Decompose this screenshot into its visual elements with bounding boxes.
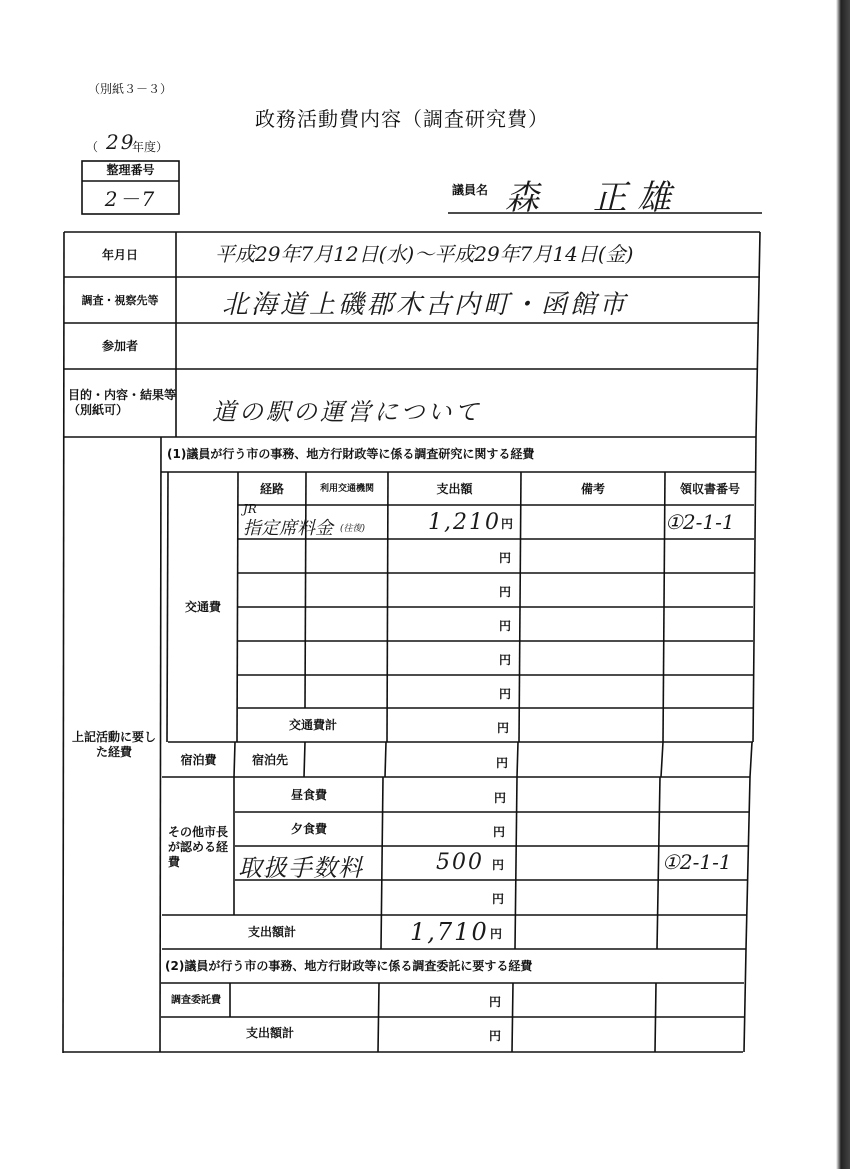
section2-title: (2)議員が行う市の事務、地方行財政等に係る調査委託に要する経費 xyxy=(165,959,533,973)
other-expenses-label: その他市長が認める経費 xyxy=(168,824,229,869)
fiscal-year-prefix: （ xyxy=(86,140,99,154)
date-value: 平成29年7月12日(水)～平成29年7月14日(金) xyxy=(215,242,634,266)
attachment-number: （別紙３－３） xyxy=(88,82,173,96)
yen-unit: 円 xyxy=(499,687,512,701)
document-title: 政務活動費内容（調査研究費） xyxy=(255,107,549,131)
col-amount: 支出額 xyxy=(436,481,473,496)
amount-value: 1,210 xyxy=(428,510,501,535)
col-transport: 利用交通機関 xyxy=(319,483,374,494)
yen-unit: 円 xyxy=(496,756,509,770)
yen-unit: 円 xyxy=(499,585,512,599)
purpose-label: 目的・内容・結果等（別紙可） xyxy=(68,388,177,417)
yen-unit: 円 xyxy=(499,551,512,565)
yen-unit: 円 xyxy=(497,721,510,735)
handling-fee-label: 取扱手数料 xyxy=(238,854,363,882)
yen-unit: 円 xyxy=(489,995,502,1009)
registration-number-label: 整理番号 xyxy=(106,163,155,177)
total-label: 支出額計 xyxy=(247,925,296,939)
fiscal-year-value: 29 xyxy=(106,130,136,154)
transport-note: (往復) xyxy=(340,524,366,534)
total-value: 1,710 xyxy=(410,918,489,946)
date-label: 年月日 xyxy=(101,247,138,262)
lunch-label: 昼食費 xyxy=(290,788,327,802)
yen-unit: 円 xyxy=(492,858,505,872)
yen-unit: 円 xyxy=(490,927,503,941)
yen-unit: 円 xyxy=(501,517,514,531)
col-note: 備考 xyxy=(580,481,605,496)
handling-fee-receipt: ①2-1-1 xyxy=(662,850,732,874)
handling-fee-amount: 500 xyxy=(436,850,484,875)
yen-unit: 円 xyxy=(489,1029,502,1043)
yen-unit: 円 xyxy=(499,653,512,667)
transport-label: 交通費 xyxy=(184,599,221,614)
yen-unit: 円 xyxy=(494,791,507,805)
scan-edge xyxy=(830,0,850,1169)
participants-label: 参加者 xyxy=(101,338,138,353)
destination-label: 調査・視察先等 xyxy=(81,293,159,307)
lodging-place-label: 宿泊先 xyxy=(251,753,288,767)
yen-unit: 円 xyxy=(493,825,506,839)
transport-value: 指定席料金 xyxy=(243,518,333,539)
member-name-label: 議員名 xyxy=(452,183,489,197)
lodging-label: 宿泊費 xyxy=(180,753,217,767)
route-value: JR xyxy=(243,502,257,516)
total2-label: 支出額計 xyxy=(245,1026,294,1040)
section1-title: (1)議員が行う市の事務、地方行財政等に係る調査研究に関する経費 xyxy=(167,447,535,461)
registration-number-value: 2－7 xyxy=(104,187,157,211)
col-receipt: 領収書番号 xyxy=(679,481,740,496)
commission-label: 調査委託費 xyxy=(171,995,221,1006)
yen-unit: 円 xyxy=(492,892,505,906)
receipt-value: ①2-1-1 xyxy=(665,510,735,534)
member-name-value: 森 正雄 xyxy=(505,178,681,218)
fiscal-year-suffix: 年度） xyxy=(132,140,169,154)
purpose-value: 道の駅の運営について xyxy=(212,398,482,426)
dinner-label: 夕食費 xyxy=(290,822,327,836)
transport-total-label: 交通費計 xyxy=(288,718,337,732)
destination-value: 北海道上磯郡木古内町・函館市 xyxy=(222,290,629,320)
expenses-left-label: 上記活動に要した経費 xyxy=(71,729,156,759)
yen-unit: 円 xyxy=(499,619,512,633)
col-route: 経路 xyxy=(259,481,284,496)
